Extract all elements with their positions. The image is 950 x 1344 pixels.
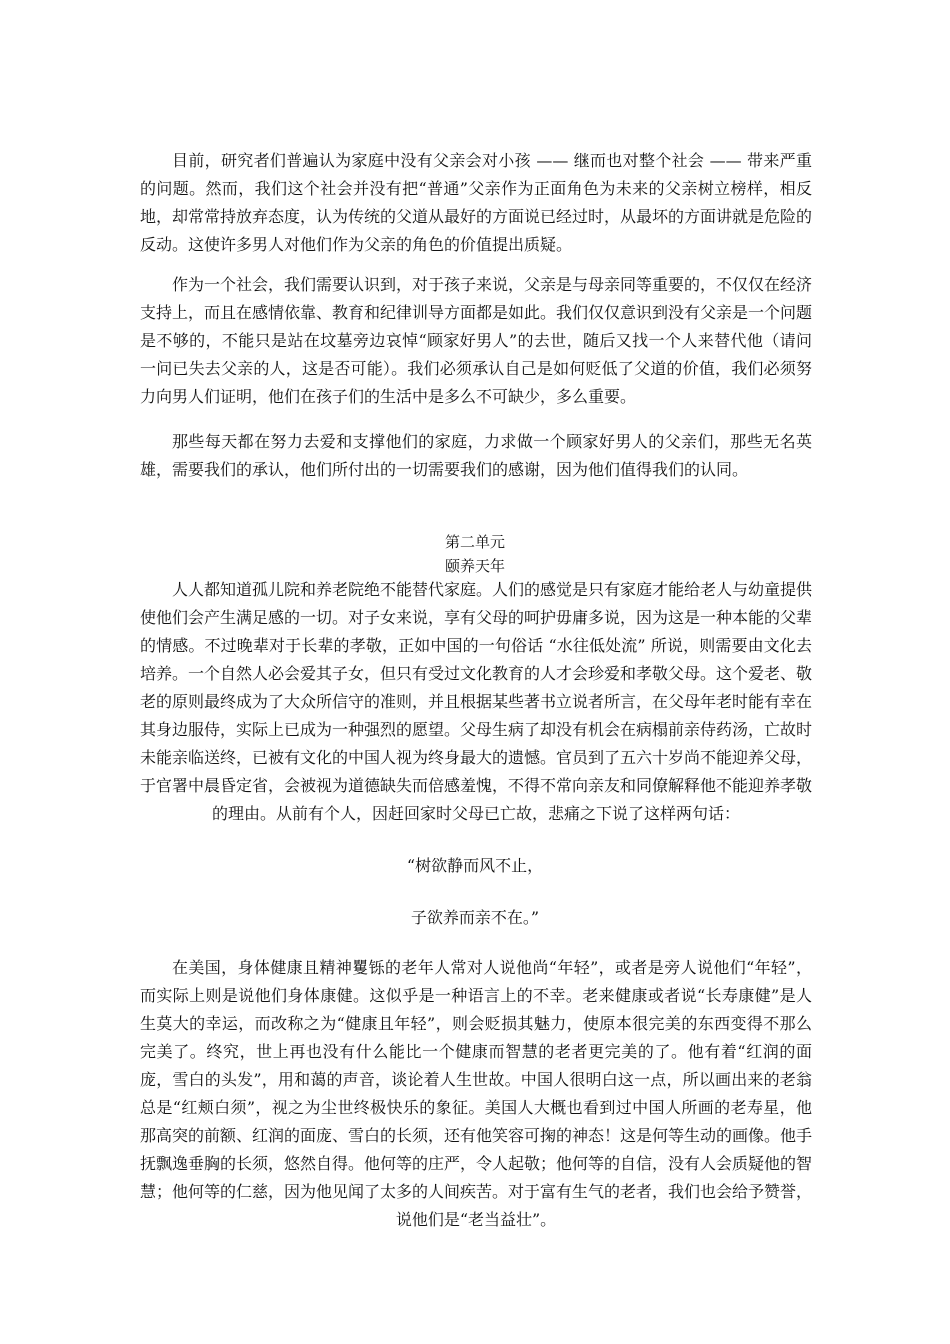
section-title: 颐养天年 <box>444 557 505 575</box>
poem-line-2: 子欲养而亲不在。” <box>410 908 540 927</box>
paragraph-fathers-absence: 目前，研究者们普遍认为家庭中没有父亲会对小孩 —— 继而也对整个社会 —— 带来严重的问题。然而，我们这个社会并没有把“普通”父亲作为正面角色为未来的父亲树立榜样，相反地，却常常持放弃态度，认为传统的父道从最好的方面说已经过时，从最坏的方面讲就是危险的反动。这使许多男人对他们作为父亲的角色的价值提出质疑。 <box>140 151 813 254</box>
paragraph-filial-piety: 人人都知道孤儿院和养老院绝不能替代家庭。人们的感觉是只有家庭才能给老人与幼童提供使他们会产生满足感的一切。对子女来说，享有父母的呵护毋庸多说，因为这是一种本能的父辈的情感。不过晚辈对于长辈的孝敬，正如中国的一句俗话 “水往低处流” 所说，则需要由文化去培养。一个自然人必会爱其子女，但只有受过文化教育的人才会珍爱和孝敬父母。这个爱老、敬老的原则最终成为了大众所信守的准则，并且根据某些著书立说者所言，在父母年老时能有幸在其身边服侍，实际上已成为一种强烈的愿望。父母生病了却没有机会在病榻前亲侍药汤，亡故时未能亲临送终，已被有文化的中国人视为终身最大的遗憾。官员到了五六十岁尚不能迎养父母，于官署中晨昏定省，会被视为道德缺失而倍感羞愧，不得不常向亲友和同僚解释他不能迎养孝敬的理由。从前有个人，因赶回家时父母已亡故，悲痛之下说了这样两句话： <box>140 580 813 823</box>
paragraph-unsung-heroes: 那些每天都在努力去爱和支撑他们的家庭，力求做一个顾家好男人的父亲们，那些无名英雄，需要我们的承认，他们所付出的一切需要我们的感谢，因为他们值得我们的认同。 <box>140 432 812 479</box>
poem-line-1: “树欲静而风不止， <box>406 856 544 875</box>
paragraph-fathers-importance: 作为一个社会，我们需要认识到，对于孩子来说，父亲是与母亲同等重要的，不仅仅在经济支持上，而且在感情依靠、教育和纪律训导方面都是如此。我们仅仅意识到没有父亲是一个问题是不够的，不能只是站在坟墓旁边哀悼“顾家好男人”的去世，随后又找一个人来替代他（请问一问已失去父亲的人，这是否可能）。我们必须承认自己是如何贬低了父道的价值，我们必须努力向男人们证明，他们在孩子们的生活中是多么不可缺少，多么重要。 <box>140 275 813 406</box>
paragraph-healthy-elders: 在美国，身体健康且精神矍铄的老年人常对人说他尚“年轻”，或者是旁人说他们“年轻”，而实际上则是说他们身体康健。这似乎是一种语言上的不幸。老来健康或者说“长寿康健”是人生莫大的幸运，而改称之为“健康且年轻”，则会贬损其魅力，使原本很完美的东西变得不那么完美了。终究，世上再也没有什么能比一个健康而智慧的老者更完美的了。他有着“红润的面庞，雪白的头发”，用和蔼的声音，谈论着人生世故。中国人很明白这一点，所以画出来的老翁总是“红颊白须”，视之为尘世终极快乐的象征。美国人大概也看到过中国人所画的老寿星，他那高突的前额、红润的面庞、雪白的长须，还有他笑容可掬的神态！这是何等生动的画像。他手抚飘逸垂胸的长须，悠然自得。他何等的庄严，令人起敬；他何等的自信，没有人会质疑他的智慧；他何等的仁慈，因为他见闻了太多的人间疾苦。对于富有生气的老者，我们也会给予赞誉，说他们是“老当益壮”。 <box>140 958 813 1229</box>
unit-title: 第二单元 <box>444 533 505 551</box>
